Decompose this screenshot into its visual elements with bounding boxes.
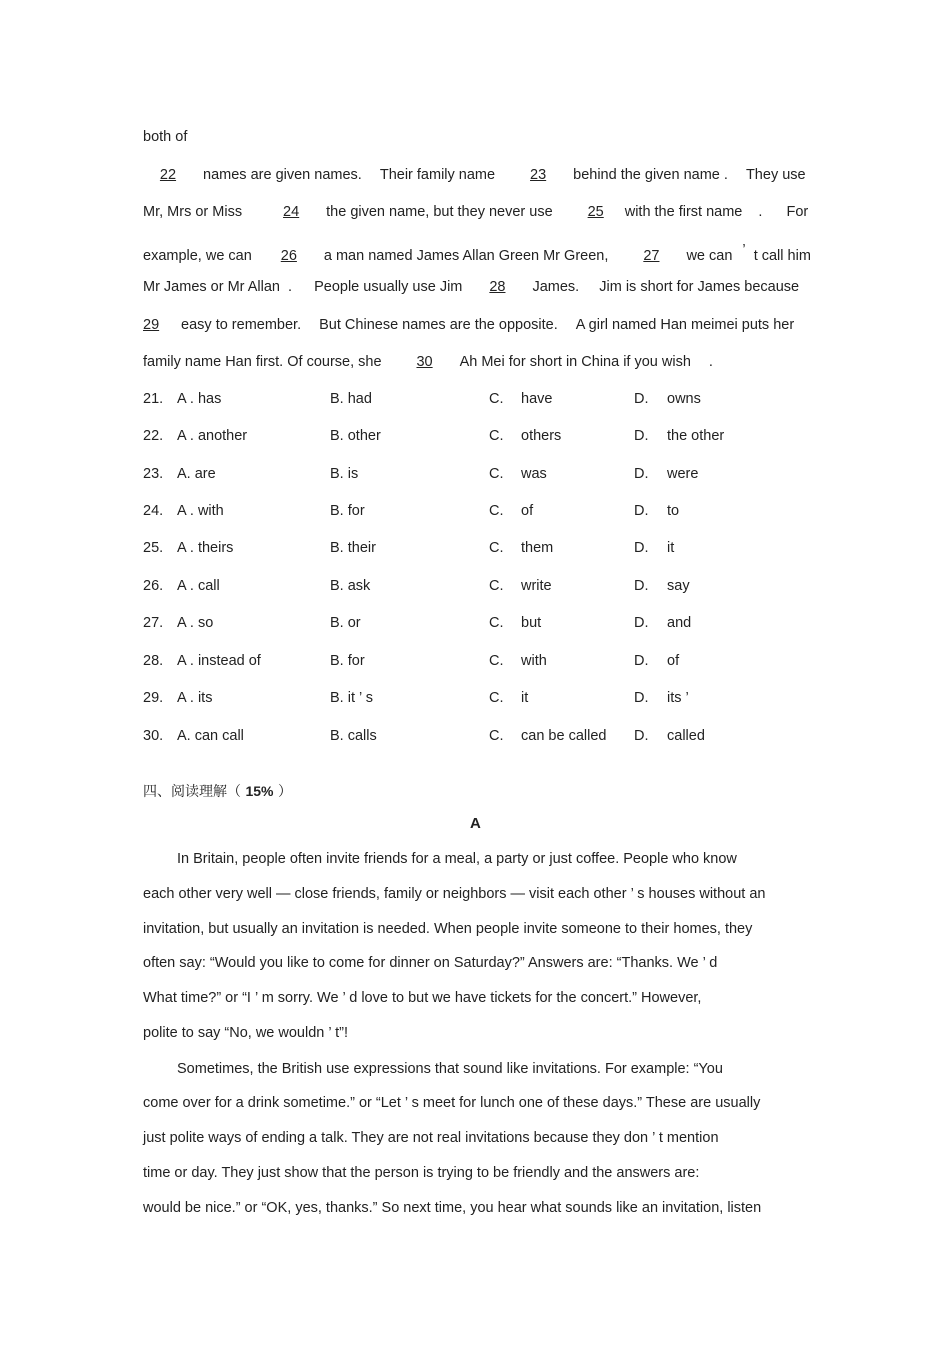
passage-label: A [470, 815, 481, 832]
text: names are given names. [203, 167, 362, 183]
question-number: 28. [143, 653, 164, 669]
option-d: of [667, 653, 680, 669]
option-c-letter: C. [489, 728, 504, 744]
blank-29: 29 [143, 317, 160, 333]
option-d-letter: D. [634, 466, 649, 482]
option-c: it [521, 690, 529, 706]
option-c: others [521, 428, 562, 444]
option-d: it [667, 540, 675, 556]
blank-22: 22 [159, 167, 177, 183]
option-c-letter: C. [489, 615, 504, 631]
question-number: 22. [143, 428, 164, 444]
passage-line-9: just polite ways of ending a talk. They are not real invitations because they don ’ t mention [143, 1130, 719, 1146]
section-percent: 15% [245, 783, 274, 799]
question-number: 26. [143, 578, 164, 594]
passage-line-2: each other very well — close friends, family or neighbors — visit each other ’ s houses without an [143, 886, 766, 902]
option-d: say [667, 578, 690, 594]
blank-26: 26 [280, 248, 297, 264]
blank-25: 25 [587, 204, 604, 220]
option-b: B. is [330, 466, 359, 482]
text: For [786, 204, 809, 220]
option-a: A . theirs [177, 540, 234, 556]
text: James. [532, 279, 580, 295]
option-c-letter: C. [489, 540, 504, 556]
option-b: B. for [330, 503, 365, 519]
text: Mr, Mrs or Miss [143, 204, 243, 220]
section-heading [143, 781, 292, 801]
cloze-line-3 [143, 242, 811, 264]
blank-27: 27 [643, 248, 660, 264]
text: . [708, 354, 713, 370]
option-c: have [521, 391, 553, 407]
cloze-line-4 [143, 279, 799, 295]
option-b: B. calls [330, 728, 377, 744]
text: easy to remember. [181, 317, 302, 333]
option-row-27 [143, 615, 863, 635]
option-a: A . instead of [177, 653, 261, 669]
option-c: them [521, 540, 554, 556]
option-c: can be called [521, 728, 607, 744]
option-c-letter: C. [489, 391, 504, 407]
option-row-29 [143, 690, 863, 710]
section-close: ） [277, 784, 292, 800]
cloze-line-1 [143, 167, 806, 183]
option-row-30 [143, 728, 863, 748]
option-d: were [667, 466, 699, 482]
cloze-line-5 [143, 317, 794, 333]
cloze-line-0 [143, 129, 187, 145]
passage-line-6: polite to say “No, we wouldn ’ t”! [143, 1025, 348, 1041]
passage-line-10: time or day. They just show that the person is trying to be friendly and the answers are: [143, 1165, 700, 1181]
option-a: A . has [177, 391, 222, 407]
question-number: 25. [143, 540, 164, 556]
text: A girl named Han meimei puts her [575, 317, 795, 333]
option-row-24 [143, 503, 863, 523]
option-row-28 [143, 653, 863, 673]
option-b: B. or [330, 615, 361, 631]
option-d: its ’ [667, 690, 689, 706]
option-d: and [667, 615, 692, 631]
text: . [288, 279, 293, 295]
passage-line-5: What time?” or “I ’ m sorry. We ’ d love to but we have tickets for the concert.” However, [143, 990, 702, 1006]
option-row-21 [143, 391, 863, 411]
option-c: with [521, 653, 547, 669]
text: the given name, but they never use [326, 204, 553, 220]
text: a man named James Allan Green Mr Green, [323, 248, 609, 264]
text: They use [745, 167, 806, 183]
option-d-letter: D. [634, 540, 649, 556]
option-c-letter: C. [489, 690, 504, 706]
option-d-letter: D. [634, 728, 649, 744]
option-d-letter: D. [634, 690, 649, 706]
option-c-letter: C. [489, 578, 504, 594]
option-a: A . its [177, 690, 213, 706]
passage-line-7: Sometimes, the British use expressions that sound like invitations. For example: “You [177, 1061, 723, 1077]
passage-line-1: In Britain, people often invite friends for a meal, a party or just coffee. People who know [177, 851, 737, 867]
option-b: B. ask [330, 578, 371, 594]
option-d-letter: D. [634, 503, 649, 519]
option-b: B. for [330, 653, 365, 669]
option-a: A. are [177, 466, 216, 482]
passage-line-8: come over for a drink sometime.” or “Let ’ s meet for lunch one of these days.” These are usually [143, 1095, 761, 1111]
option-c: of [521, 503, 534, 519]
blank-24: 24 [283, 204, 300, 220]
option-d-letter: D. [634, 578, 649, 594]
cloze-line-2 [143, 204, 808, 220]
text: People usually use Jim [314, 279, 463, 295]
option-c: write [521, 578, 552, 594]
option-d: called [667, 728, 705, 744]
option-row-22 [143, 428, 863, 448]
option-d-letter: D. [634, 428, 649, 444]
option-d-letter: D. [634, 615, 649, 631]
question-number: 23. [143, 466, 164, 482]
option-d-letter: D. [634, 391, 649, 407]
option-d: owns [667, 391, 701, 407]
text: t call him [753, 248, 811, 264]
option-a: A . so [177, 615, 214, 631]
passage-line-4: often say: “Would you like to come for dinner on Saturday?” Answers are: “Thanks. We ’ d [143, 955, 718, 971]
option-b: B. other [330, 428, 381, 444]
option-c: was [521, 466, 547, 482]
text: family name Han first. Of course, she [143, 354, 382, 370]
text: But Chinese names are the opposite. [319, 317, 558, 333]
option-a: A . with [177, 503, 224, 519]
option-b: B. it ’ s [330, 690, 373, 706]
text: . [758, 204, 763, 220]
option-a: A. can call [177, 728, 244, 744]
option-d: the other [667, 428, 725, 444]
option-a: A . call [177, 578, 220, 594]
passage-line-3: invitation, but usually an invitation is needed. When people invite someone to their homes, they [143, 921, 753, 937]
text: both of [143, 129, 188, 145]
option-d-letter: D. [634, 653, 649, 669]
text: ’ [742, 242, 746, 258]
text: Their family name [379, 167, 496, 183]
blank-23: 23 [530, 167, 547, 183]
text: example, we can [143, 248, 252, 264]
question-number: 27. [143, 615, 164, 631]
option-c-letter: C. [489, 466, 504, 482]
text: Mr James or Mr Allan [143, 279, 280, 295]
question-number: 24. [143, 503, 164, 519]
blank-30: 30 [416, 354, 433, 370]
option-c-letter: C. [489, 503, 504, 519]
text: Jim is short for James because [599, 279, 800, 295]
text: we can [686, 248, 733, 264]
blank-28: 28 [489, 279, 506, 295]
text: behind the given name . [573, 167, 728, 183]
cloze-line-6 [143, 354, 713, 370]
option-a: A . another [177, 428, 248, 444]
option-d: to [667, 503, 680, 519]
question-number: 30. [143, 728, 164, 744]
option-row-26 [143, 578, 863, 598]
text: with the first name [624, 204, 743, 220]
option-row-25 [143, 540, 863, 560]
option-c-letter: C. [489, 428, 504, 444]
question-number: 29. [143, 690, 164, 706]
passage-line-11: would be nice.” or “OK, yes, thanks.” So next time, you hear what sounds like an invitation, listen [143, 1200, 762, 1216]
option-b: B. their [330, 540, 376, 556]
section-title: 四、阅读理解（ [143, 784, 241, 800]
option-c-letter: C. [489, 653, 504, 669]
text: Ah Mei for short in China if you wish [459, 354, 691, 370]
option-b: B. had [330, 391, 372, 407]
option-row-23 [143, 466, 863, 486]
question-number: 21. [143, 391, 164, 407]
option-c: but [521, 615, 542, 631]
